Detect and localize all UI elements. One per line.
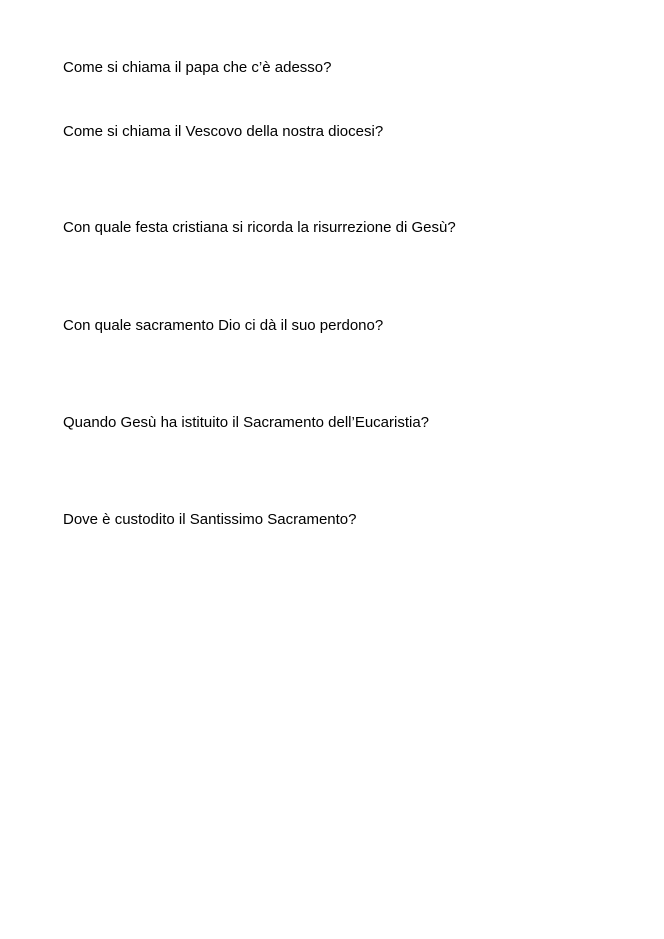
question-bishop-name: Come si chiama il Vescovo della nostra diocesi? xyxy=(63,123,384,140)
question-pope-name: Come si chiama il papa che c’è adesso? xyxy=(63,59,332,76)
question-blessed-sacrament-location: Dove è custodito il Santissimo Sacramento? xyxy=(63,511,357,528)
question-forgiveness-sacrament: Con quale sacramento Dio ci dà il suo perdono? xyxy=(63,317,384,334)
question-eucharist-institution: Quando Gesù ha istituito il Sacramento dell’Eucaristia? xyxy=(63,414,430,431)
question-resurrection-feast: Con quale festa cristiana si ricorda la risurrezione di Gesù? xyxy=(63,219,456,236)
